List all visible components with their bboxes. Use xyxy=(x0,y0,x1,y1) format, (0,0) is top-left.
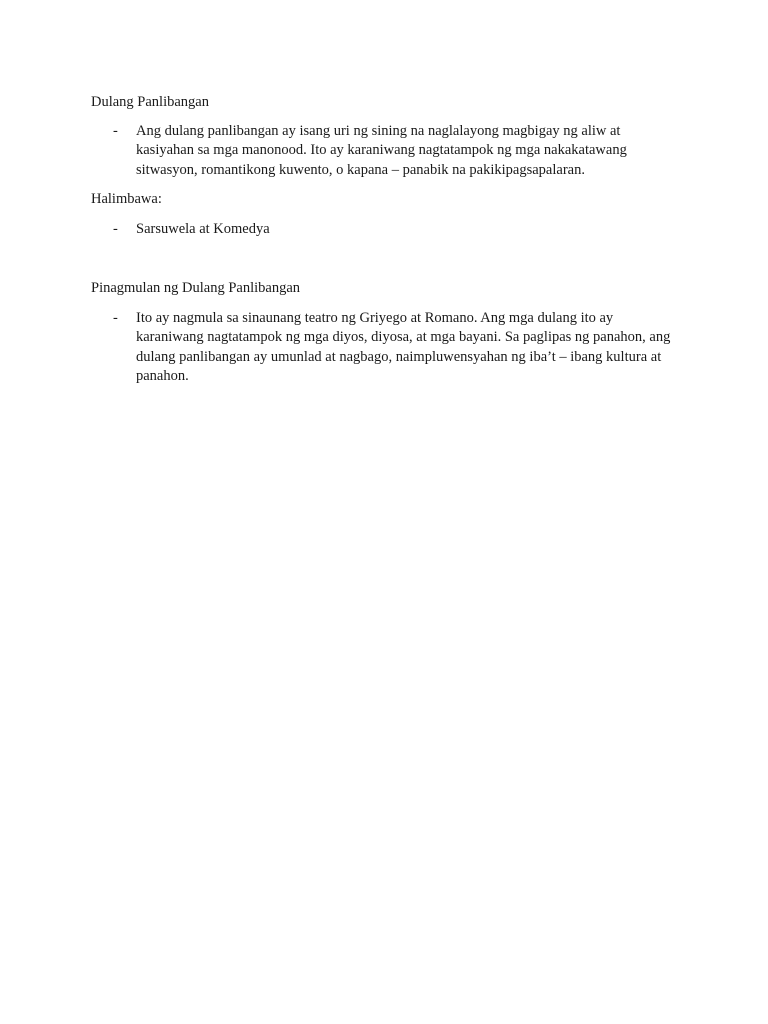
list-item xyxy=(91,220,671,239)
bullet-text: Ito ay nagmula sa sinaunang teatro ng Griyego at Romano. Ang mga dulang ito ay karaniwang nagtatampok ng mga diyos, diyosa, at mga bayani. Sa paglipas ng panahon, ang dulang panlibangan ay umunlad at nagbago, naimpluwensyahan ng iba’t – ibang kultura at panahon. xyxy=(136,310,671,384)
section-heading-dulang-panlibangan: Dulang Panlibangan xyxy=(91,94,209,110)
bullet-text: Sarsuwela at Komedya xyxy=(136,221,270,237)
bullet-marker: - xyxy=(113,123,118,139)
section-heading-pinagmulan: Pinagmulan ng Dulang Panlibangan xyxy=(91,280,301,296)
section-heading-halimbawa: Halimbawa: xyxy=(91,191,162,207)
list-item xyxy=(91,122,671,180)
bullet-marker: - xyxy=(113,310,118,326)
bullet-marker: - xyxy=(113,221,118,237)
bullet-text: Ang dulang panlibangan ay isang uri ng sining na naglalayong magbigay ng aliw at kasiyahan sa mga manonood. Ito ay karaniwang nagtatampok ng mga nakakatawang sitwasyon, romantikong kuwento, o kapana – panabik na pakikipagsapalaran. xyxy=(136,123,627,178)
list-item xyxy=(91,309,671,386)
